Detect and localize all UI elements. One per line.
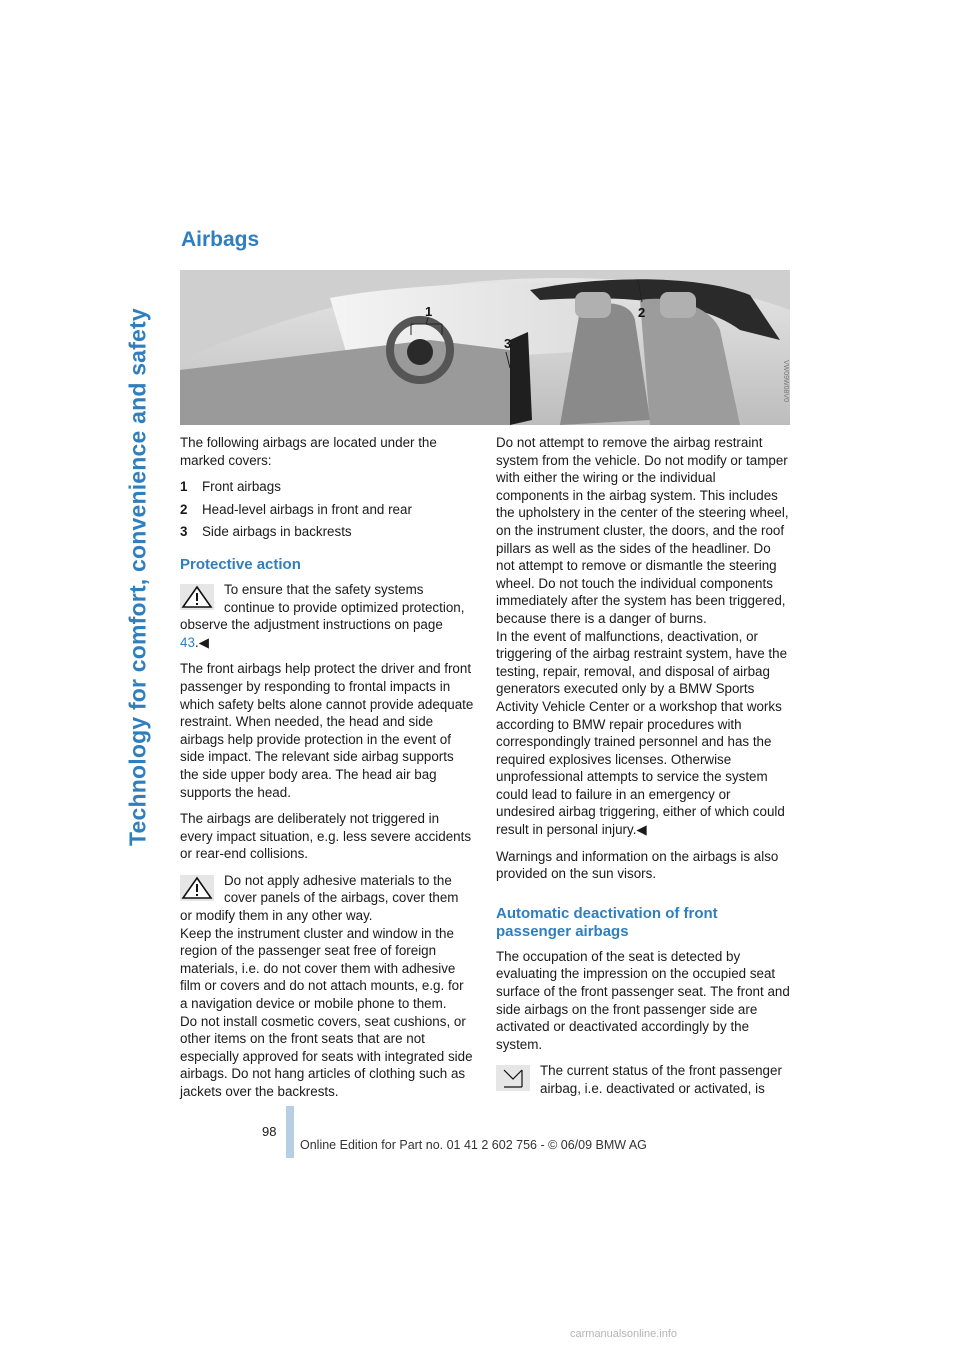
watermark: carmanualsonline.info bbox=[570, 1328, 678, 1340]
intro-text: The following airbags are located under the marked covers: bbox=[180, 435, 437, 468]
airbag-locations-figure bbox=[180, 270, 790, 425]
warning-triangle-icon bbox=[180, 584, 214, 610]
left-column bbox=[180, 434, 474, 1110]
callout-2: 2 bbox=[638, 305, 646, 320]
paragraph: The airbags are deliberately not triggered in every impact situation, e.g. less severe accidents or rear-end collisions. bbox=[180, 811, 472, 862]
page-title: Airbags bbox=[181, 228, 260, 251]
list-item: 1 Front airbags bbox=[180, 479, 281, 495]
edition-footer: Online Edition for Part no. 01 41 2 602 756 - © 06/09 BMW AG bbox=[300, 1138, 647, 1152]
section-title-protective-action: Protective action bbox=[180, 555, 301, 573]
page-link[interactable]: 43 bbox=[180, 634, 195, 650]
sidebar-section-title: Technology for comfort, convenience and safety bbox=[124, 308, 151, 846]
callout-3: 3 bbox=[504, 336, 512, 351]
car-interior-illustration bbox=[180, 270, 790, 425]
paragraph: Do not attempt to remove the airbag restraint system from the vehicle. Do not modify or tamper with either the wiring or the individual components in the airbag system. This includes the upholstery in the center of the steering wheel, on the instrument cluster, the doors, and the roof pillars as well as the sides of the headliner. Do not attempt to remove or dismantle the steering wheel. Do not touch the individual components immediately after the system has been triggered, because there is a danger of burns. bbox=[496, 435, 789, 626]
warning-note: To ensure that the safety systems continue to provide optimized protection, observe the adjustment instructions on page 43.◀ bbox=[180, 581, 465, 650]
paragraph: Warnings and information on the airbags is also provided on the sun visors. bbox=[496, 848, 779, 882]
paragraph: The occupation of the seat is detected by evaluating the impression on the occupied seat surface of the front passenger seat. The front and side airbags on the front passenger side are activated or deactivated accordingly by the system. bbox=[496, 948, 790, 1052]
section-title-automatic-deactivation: Automatic deactivation of front passenger airbags bbox=[496, 904, 718, 940]
footer-accent-bar bbox=[286, 1106, 294, 1158]
paragraph: In the event of malfunctions, deactivation, or triggering of the airbag restraint system, have the testing, repair, removal, and disposal of airbag generators executed only by a BMW Sports Activity Vehicle Center or a workshop that works according to BMW repair procedures with correspondingly trained personnel and has the required explosives licenses. Otherwise unprofessional attempts to service the system could lead to failure in an emergency or undesired airbag triggering, either of which could result in personal injury.◀ bbox=[496, 628, 788, 838]
warning-triangle-icon bbox=[180, 875, 214, 901]
paragraph: The front airbags help protect the driver and front passenger by responding to frontal impacts in which safety belts alone cannot provide adequate restraint. When needed, the head and side airbags help provide protection in the event of side impact. The relevant side airbag supports the side upper body area. The head air bag supports the head. bbox=[180, 661, 474, 800]
right-column bbox=[496, 434, 790, 1107]
callout-1: 1 bbox=[425, 304, 433, 319]
info-note: The current status of the front passenger airbag, i.e. deactivated or activated, is bbox=[496, 1062, 790, 1097]
airbag-list bbox=[180, 478, 474, 541]
page-number: 98 bbox=[262, 1124, 277, 1139]
list-item: 2 Head-level airbags in front and rear bbox=[180, 501, 412, 517]
figure-code: VW09W08V0 bbox=[782, 360, 789, 403]
warning-note: Do not apply adhesive materials to the cover panels of the airbags, cover them or modify them in any other way. Keep the instrument cluster and window in the region of the passenger seat free of foreign materials, i.e. do not cover them with adhesive film or covers and do not attach mounts, e.g. for a navigation device or mobile phone to them. Do not install cosmetic covers, seat cushions, or other items on the front seats that are not especially approved for seats with integrated side airbags. Do not hang articles of clothing such as jackets over the backrests. bbox=[180, 872, 473, 1099]
note-corner-icon bbox=[496, 1065, 530, 1091]
list-item: 3 Side airbags in backrests bbox=[180, 524, 352, 540]
